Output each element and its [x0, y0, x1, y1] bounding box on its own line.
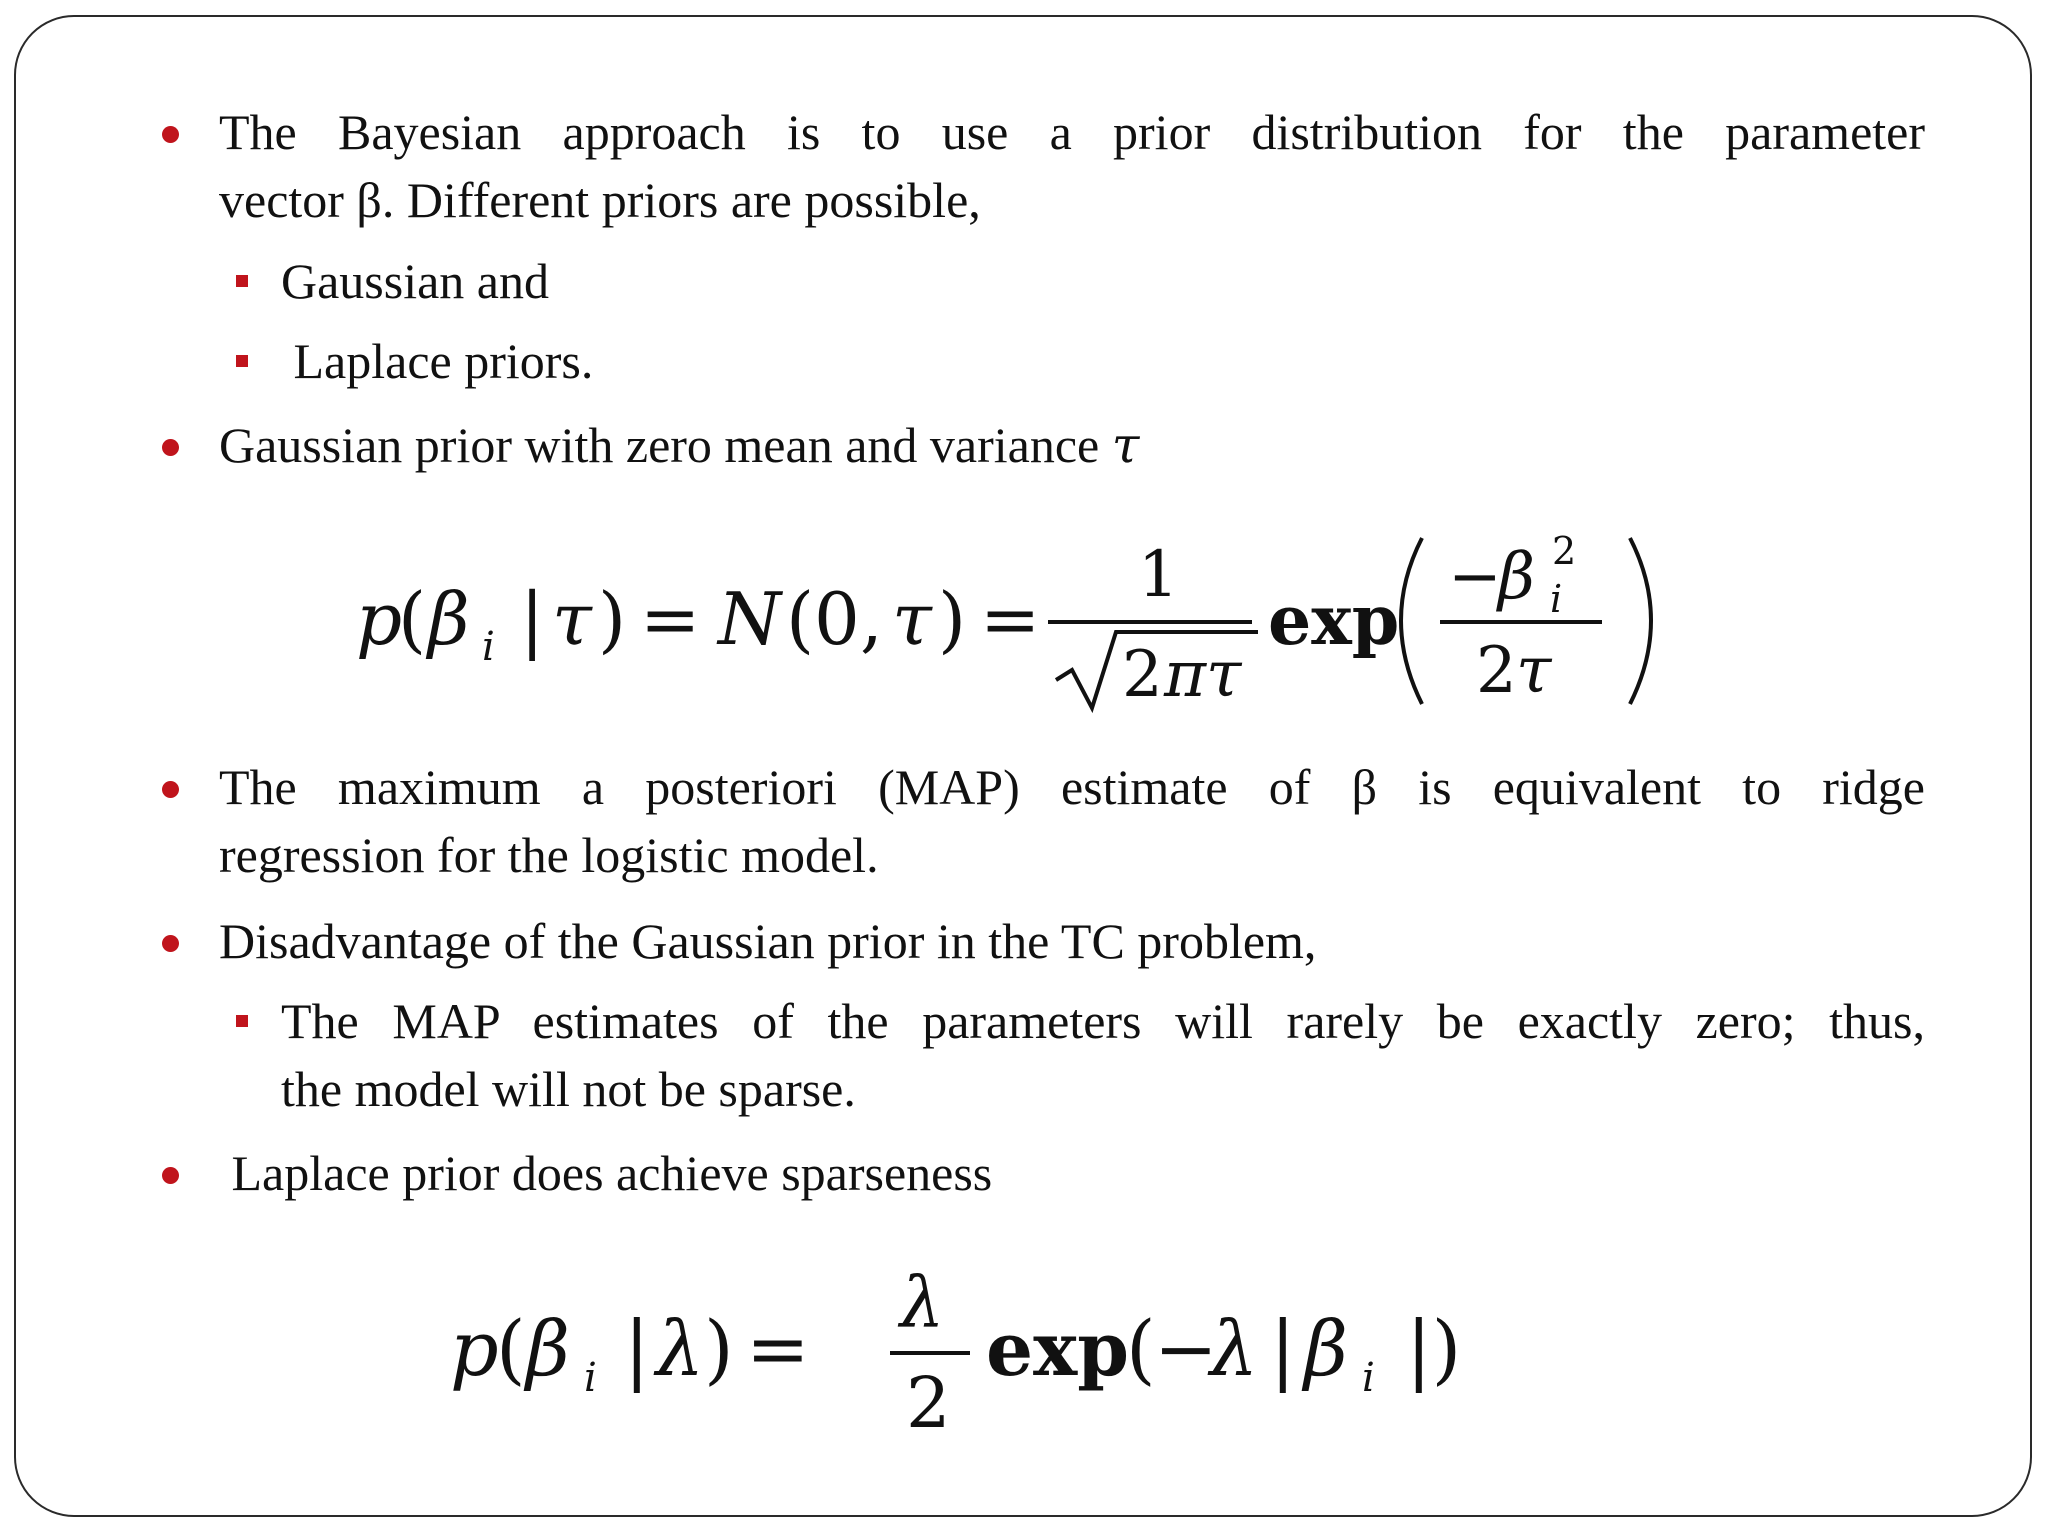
- sqrt-two: 2: [1122, 638, 1163, 712]
- subbullet-3-line-2: the model will not be sparse.: [281, 1061, 856, 1117]
- bullet-5: Laplace prior does achieve sparseness: [219, 1145, 993, 1201]
- round-bullet-icon: [162, 935, 179, 952]
- square-bullet-icon: [236, 275, 248, 287]
- formula-beta: β: [428, 577, 470, 661]
- formula-exp: exp: [986, 1307, 1129, 1393]
- formula-tau: τ: [552, 577, 592, 661]
- gaussian-prior-formula: [340, 520, 1680, 720]
- formula-equals: =: [640, 577, 701, 661]
- formula-p: p: [450, 1304, 499, 1393]
- formula-equals-2: =: [980, 577, 1041, 661]
- formula-minus: −: [1154, 1304, 1218, 1393]
- laplace-prior-formula: [440, 1265, 1560, 1445]
- formula-subscript-i: i: [584, 1355, 597, 1401]
- fraction-superscript-2: 2: [1552, 529, 1577, 573]
- bullet-1-line-2: vector β. Different priors are possible,: [219, 172, 981, 228]
- tau-symbol: τ: [1111, 416, 1140, 474]
- formula-lambda: λ: [656, 1304, 705, 1393]
- fraction-beta: β: [1498, 540, 1535, 614]
- fraction-denominator-two: 2: [906, 1362, 951, 1444]
- bullet-3-line-1: The maximum a posteriori (MAP) estimate of β is equivalent to ridge: [219, 759, 1925, 815]
- formula-N: N: [718, 577, 781, 661]
- formula-subscript-i: i: [482, 624, 495, 670]
- formula-comma: ,: [860, 577, 883, 661]
- subbullet-1: Gaussian and: [281, 253, 549, 309]
- square-bullet-icon: [236, 1015, 248, 1027]
- formula-equals: =: [746, 1304, 810, 1393]
- formula-close-paren: ): [598, 577, 627, 661]
- sqrt-pi: π: [1164, 638, 1207, 712]
- formula-beta-2: β: [1304, 1304, 1348, 1393]
- round-bullet-icon: [162, 1167, 179, 1184]
- fraction-numerator-one: 1: [1138, 538, 1179, 612]
- formula-args-open: (: [786, 577, 815, 661]
- fraction-numerator-lambda: λ: [900, 1265, 945, 1344]
- formula-abs-close: |): [1406, 1304, 1462, 1393]
- denominator-two: 2: [1476, 634, 1517, 708]
- formula-zero: 0: [814, 577, 860, 661]
- formula-p: p: [356, 577, 403, 661]
- formula-close-paren: ): [704, 1304, 734, 1393]
- round-bullet-icon: [162, 439, 179, 456]
- big-open-paren: [1401, 538, 1422, 704]
- big-close-paren: [1630, 538, 1651, 704]
- formula-tau-2: τ: [892, 577, 932, 661]
- formula-subscript-i-2: i: [1362, 1355, 1375, 1401]
- fraction-minus: −: [1448, 540, 1502, 614]
- formula-exp: exp: [1268, 581, 1400, 661]
- fraction-subscript-i: i: [1550, 577, 1563, 621]
- square-bullet-icon: [236, 355, 248, 367]
- formula-args-close: ): [938, 577, 967, 661]
- bullet-1-line-1: The Bayesian approach is to use a prior distribution for the parameter: [219, 104, 1925, 160]
- subbullet-2: Laplace priors.: [281, 333, 594, 389]
- formula-paren-open: (: [1126, 1304, 1156, 1393]
- round-bullet-icon: [162, 781, 179, 798]
- formula-lambda-2: λ: [1210, 1304, 1259, 1393]
- formula-open-paren: (: [496, 1304, 526, 1393]
- bullet-2-text: Gaussian prior with zero mean and variance: [219, 417, 1112, 473]
- formula-abs-open: |: [1270, 1304, 1296, 1393]
- bullet-4: Disadvantage of the Gaussian prior in the TC problem,: [219, 913, 1317, 969]
- formula-bar: |: [624, 1304, 650, 1393]
- subbullet-3-line-1: The MAP estimates of the parameters will rarely be exactly zero; thus,: [281, 993, 1925, 1049]
- formula-bar: |: [520, 577, 545, 661]
- bullet-3-line-2: regression for the logistic model.: [219, 827, 879, 883]
- formula-beta: β: [526, 1304, 570, 1393]
- sqrt-tau: τ: [1206, 638, 1242, 712]
- denominator-tau: τ: [1516, 634, 1552, 708]
- round-bullet-icon: [162, 126, 179, 143]
- bullet-2: [219, 411, 1139, 479]
- formula-open-paren: (: [398, 577, 427, 661]
